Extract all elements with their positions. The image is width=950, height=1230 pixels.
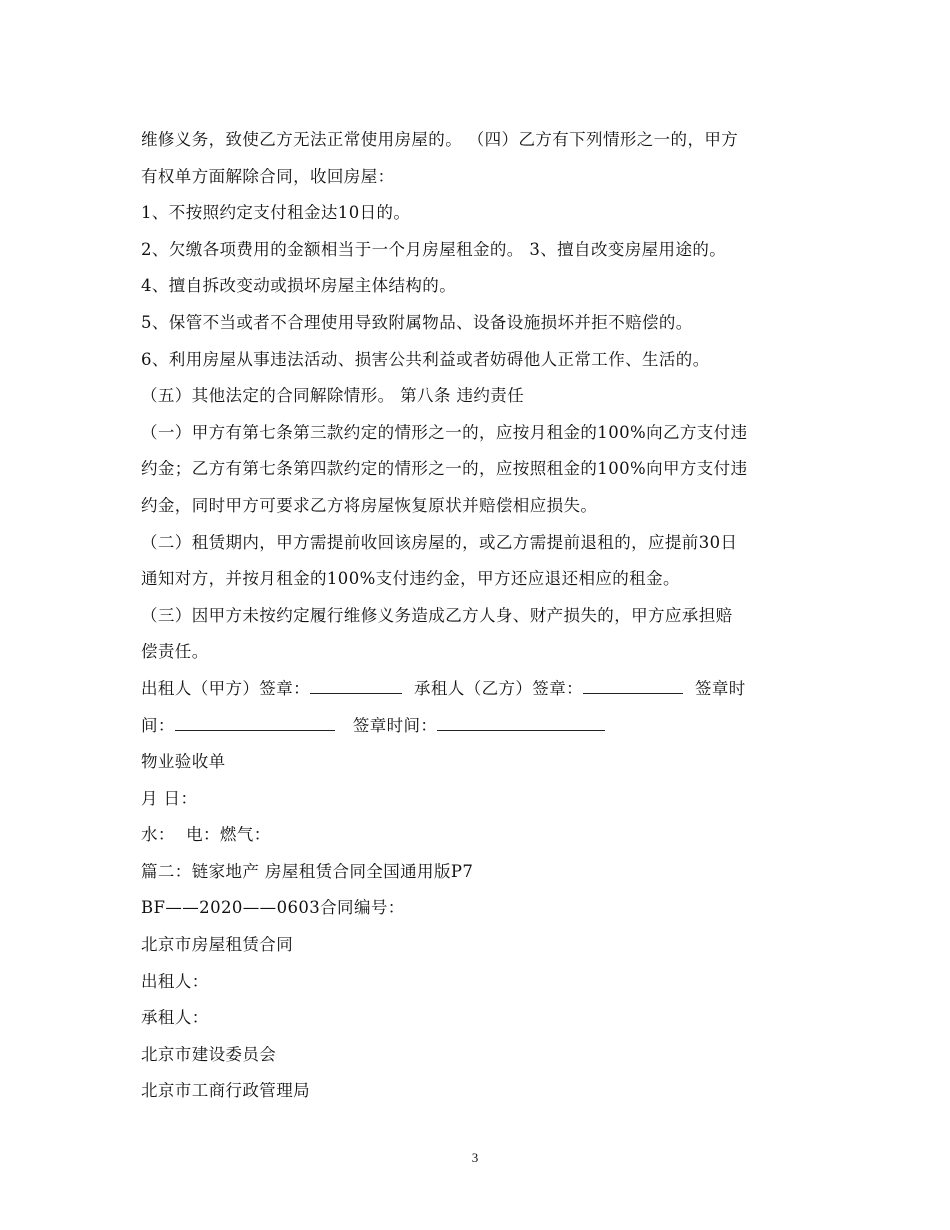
text-line: （一）甲方有第七条第三款约定的情形之一的，应按月租金的100%向乙方支付违 (141, 422, 748, 442)
document-body (141, 122, 821, 1110)
signature-time-line (141, 708, 821, 745)
text-line: 约金；乙方有第七条第四款约定的情形之一的，应按照租金的100%向甲方支付违 (141, 459, 748, 479)
text-line: 维修义务，致使乙方无法正常使用房屋的。 （四）乙方有下列情形之一的，甲方 (141, 130, 739, 149)
text-line: 北京市工商行政管理局 (141, 1081, 310, 1101)
text-line: （五）其他法定的合同解除情形。 第八条 违约责任 (141, 386, 525, 406)
page-number: 3 (471, 1150, 479, 1165)
signature-time-label-cont: 间： (141, 715, 175, 735)
text-line: 2、欠缴各项费用的金额相当于一个月房屋租金的。 3、擅自改变房屋用途的。 (141, 239, 727, 259)
signature-line (141, 671, 821, 708)
text-line: 偿责任。 (141, 642, 209, 662)
text-line: 1、不按照约定支付租金达10日的。 (141, 203, 411, 223)
signature-time-label: 签章时 (695, 678, 746, 698)
text-line: 北京市建设委员会 (141, 1044, 277, 1064)
text-line: （三）因甲方未按约定履行维修义务造成乙方人身、财产损失的，甲方应承担赔 (141, 605, 733, 625)
text-line: 水： 电：燃气： (141, 825, 271, 845)
text-line: 6、利用房屋从事违法活动、损害公共利益或者妨碍他人正常工作、生活的。 (141, 349, 710, 369)
lessee-signature-blank (583, 675, 683, 694)
text-line: 篇二：链家地产 房屋租赁合同全国通用版P7 (141, 861, 474, 881)
lessor-signature-label: 出租人（甲方）签章： (141, 678, 310, 698)
text-line: 通知对方，并按月租金的100%支付违约金，甲方还应退还相应的租金。 (141, 569, 680, 589)
text-line: （二）租赁期内，甲方需提前收回该房屋的，或乙方需提前退租的，应提前30日 (141, 532, 738, 552)
text-line: BF——2020——0603合同编号： (141, 898, 405, 918)
text-line: 出租人： (141, 971, 209, 991)
text-line: 约金，同时甲方可要求乙方将房屋恢复原状并赔偿相应损失。 (141, 495, 598, 515)
text-line: 月 日： (141, 788, 198, 808)
text-line: 4、擅自拆改变动或损坏房屋主体结构的。 (141, 276, 457, 296)
text-line: 有权单方面解除合同，收回房屋： (141, 166, 395, 186)
text-line: 物业验收单 (141, 752, 226, 772)
lessor-signature-blank (310, 675, 402, 694)
text-line: 北京市房屋租赁合同 (141, 935, 294, 955)
lessee-signature-label: 承租人（乙方）签章： (414, 678, 583, 698)
signature-time-label-2: 签章时间： (352, 715, 438, 735)
text-line: 承租人： (141, 1008, 209, 1028)
signature-time-blank-1 (175, 712, 335, 731)
signature-time-blank-2 (437, 712, 605, 731)
text-line: 5、保管不当或者不合理使用导致附属物品、设备设施损坏并拒不赔偿的。 (141, 312, 693, 332)
